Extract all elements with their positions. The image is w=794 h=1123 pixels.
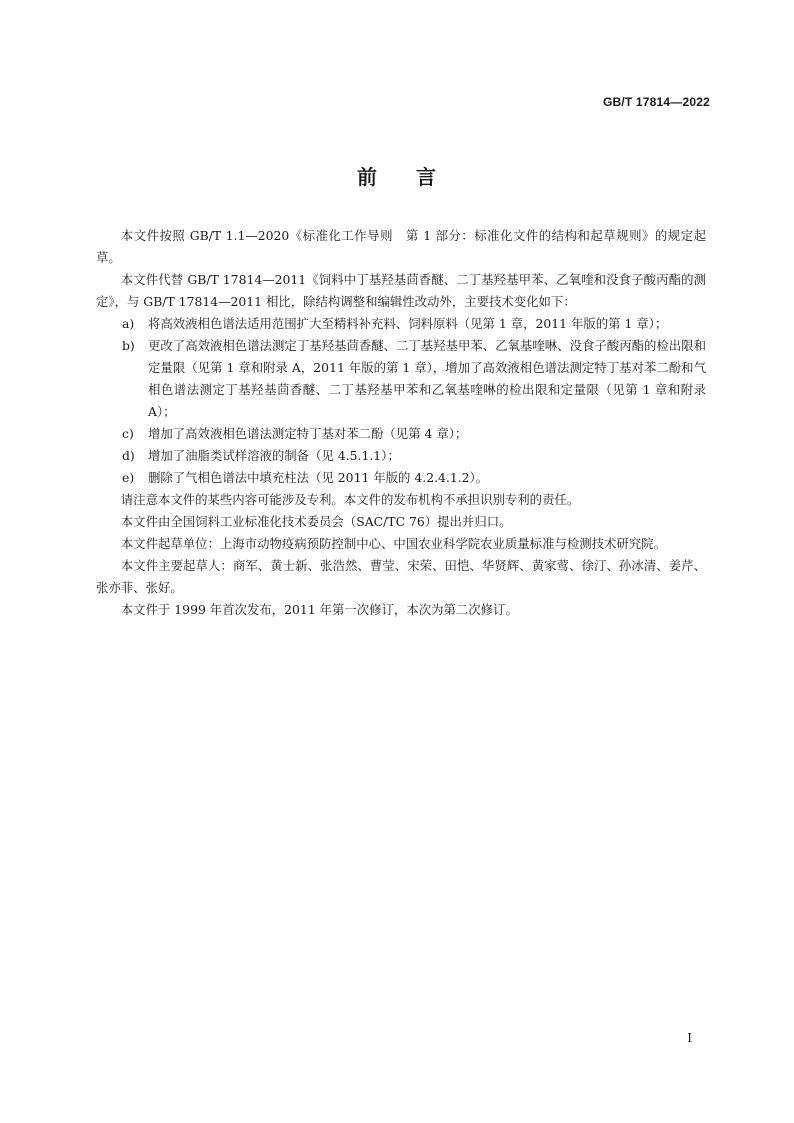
paragraph-drafting-rules: 本文件按照 GB/T 1.1—2020《标准化工作导则 第 1 部分：标准化文件的结构和起草规则》的规定起草。 bbox=[96, 228, 706, 265]
list-item bbox=[96, 313, 706, 335]
list-item-text: 增加了油脂类试样溶液的制备（见 4.5.1.1）； bbox=[148, 448, 400, 463]
title-char-1: 前 bbox=[357, 165, 378, 189]
list-item-mark: b) bbox=[122, 338, 135, 353]
list-item-mark: c) bbox=[122, 426, 134, 441]
list-item-text: 删除了气相色谱法中填充柱法（见 2011 年版的 4.2.4.1.2）。 bbox=[148, 470, 489, 485]
list-item-text: 将高效液相色谱法适用范围扩大至精料补充料、饲料原料（见第 1 章，2011 年版的第 1 章）； bbox=[148, 316, 668, 331]
paragraph-history: 本文件于 1999 年首次发布，2011 年第一次修订，本次为第二次修订。 bbox=[120, 602, 518, 617]
page-number: I bbox=[687, 1031, 692, 1045]
foreword-body bbox=[96, 225, 706, 621]
page-title bbox=[0, 161, 794, 190]
paragraph-proposer: 本文件由全国饲料工业标准化技术委员会（SAC/TC 76）提出并归口。 bbox=[120, 514, 512, 529]
standard-code: GB/T 17814—2022 bbox=[602, 95, 710, 109]
list-item-text: 增加了高效液相色谱法测定特丁基对苯二酚（见第 4 章）； bbox=[148, 426, 468, 441]
list-item-mark: e) bbox=[122, 470, 135, 485]
list-item-text: 更改了高效液相色谱法测定丁基羟基茴香醚、二丁基羟基甲苯、乙氧基喹啉、没食子酸丙酯的检出限和定量限（见第 1 章和附录 A，2011 年版的第 1 章），增加了高效液相色谱法测定特丁基对苯二酚和气相色谱法测定丁基羟基茴香醚、二丁基羟基甲苯和乙氧基喹啉的检出限和定量限（见第 1 章和附录 A）； bbox=[148, 338, 706, 419]
list-item bbox=[96, 445, 706, 467]
paragraph-drafting-units: 本文件起草单位：上海市动物疫病预防控制中心、中国农业科学院农业质量标准与检测技术研究院。 bbox=[120, 536, 666, 551]
list-item bbox=[96, 335, 706, 423]
title-char-2: 言 bbox=[416, 165, 437, 189]
list-item bbox=[96, 423, 706, 445]
paragraph-drafters: 本文件主要起草人：商军、黄士新、张浩然、曹莹、宋荣、田恺、华贤辉、黄家莺、徐汀、孙冰清、姜芹、张亦菲、张好。 bbox=[96, 558, 706, 595]
paragraph-replacement: 本文件代替 GB/T 17814—2011《饲料中丁基羟基茴香醚、二丁基羟基甲苯、乙氧喹和没食子酸丙酯的测定》，与 GB/T 17814—2011 相比，除结构调整和编辑性改动外，主要技术变化如下： bbox=[96, 272, 706, 309]
list-item-mark: a) bbox=[122, 316, 135, 331]
list-item bbox=[96, 467, 706, 489]
paragraph-patent-notice: 请注意本文件的某些内容可能涉及专利。本文件的发布机构不承担识别专利的责任。 bbox=[120, 492, 580, 507]
list-item-mark: d) bbox=[122, 448, 135, 463]
